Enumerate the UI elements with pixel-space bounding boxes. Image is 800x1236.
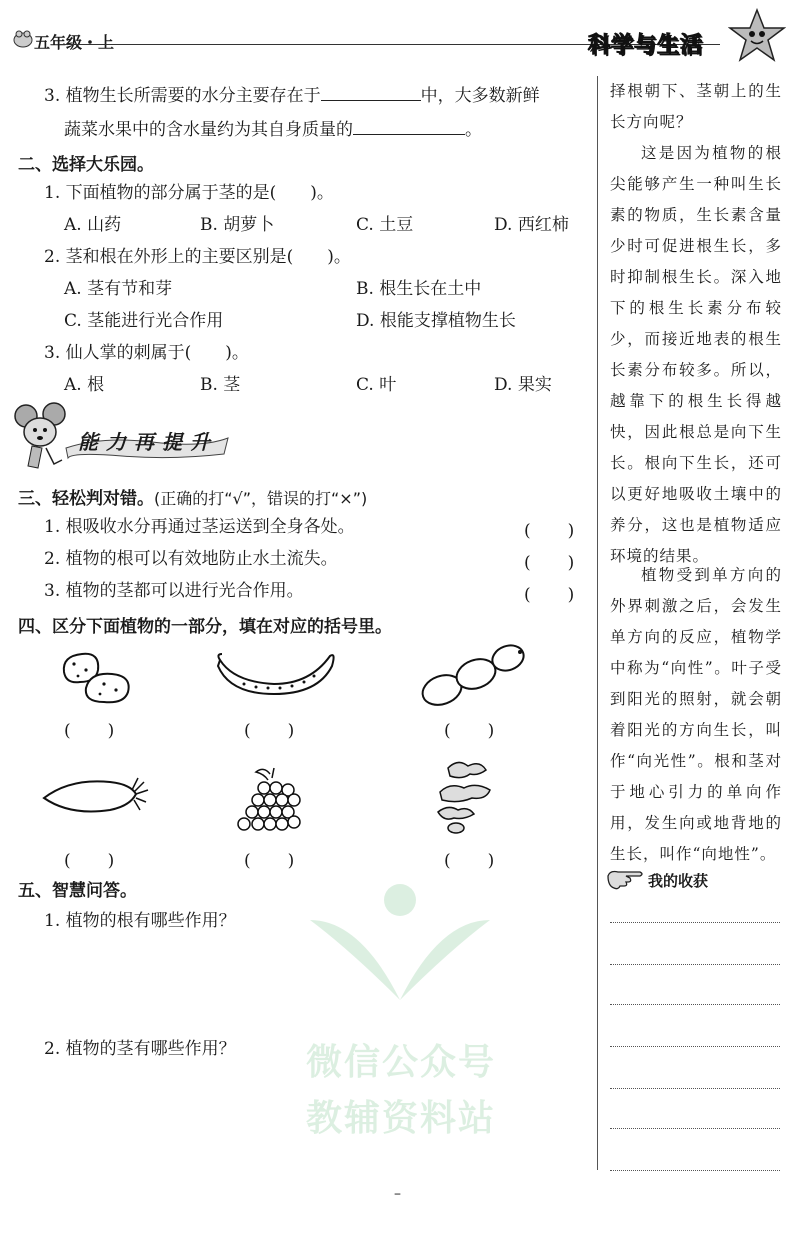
section3-title: 三、轻松判对错。 [18,489,154,509]
s5-q1: 1. 植物的根有哪些作用？ [44,911,236,931]
fill-q3-part-d: 。 [465,120,482,140]
s3-item-1: 1. 根吸收水分再通过茎运送到全身各处。 [44,517,355,537]
harvest-line-6[interactable] [610,1128,780,1129]
banner-text: 能力再提升 [78,430,218,454]
fill-question-3-line2 [64,116,482,141]
section3-title-row [18,484,367,509]
s2-q1-opt-b[interactable]: B. 胡萝卜 [200,215,275,235]
s2-q3-opt-a[interactable]: A. 根 [64,375,105,395]
s2-q1-opt-d[interactable]: D. 西红柿 [494,215,569,235]
s3-item-2: 2. 植物的根可以有效地防止水土流失。 [44,549,338,569]
fill-q3-part-b: 中，大多数新鲜 [420,86,540,106]
grapes-icon [234,766,310,838]
s2-q3-text: 3. 仙人掌的刺属于( )。 [44,343,249,363]
harvest-line-2[interactable] [610,964,780,965]
s2-q3-opt-c[interactable]: C. 叶 [356,375,397,395]
s2-q1-text: 1. 下面植物的部分属于茎的是( )。 [44,183,334,203]
cucumber-icon [214,648,338,698]
s4-answer-5[interactable]: ( ) [244,851,296,871]
potato-icon [56,648,136,706]
s4-answer-3[interactable]: ( ) [444,721,496,741]
ginger-icon [428,756,508,836]
harvest-line-3[interactable] [610,1004,780,1005]
s4-answer-1[interactable]: ( ) [64,721,116,741]
fill-q3-part-a: 3. 植物生长所需要的水分主要存在于 [44,86,321,106]
s2-q3-opt-d[interactable]: D. 果实 [494,375,552,395]
header-title-box [588,28,728,58]
s5-q2-answer-area[interactable] [44,1064,584,1164]
s3-item-3: 3. 植物的茎都可以进行光合作用。 [44,581,304,601]
s2-q2-opt-d[interactable]: D. 根能支撑植物生长 [356,311,516,331]
section3-note: (正确的打“√”，错误的打“×”) [154,489,368,508]
s3-item-1-answer[interactable]: ( ) [524,521,576,541]
header-star-mascot-icon [728,8,786,64]
fill-q3-part-c: 蔬菜水果中的含水量约为其自身质量的 [64,120,353,140]
harvest-line-1[interactable] [610,922,780,923]
header-mascot-left-icon [12,30,34,48]
sidebar-paragraph-2: 这是因为植物的根尖能够产生一种叫生长素的物质，生长素含量少时可促进根生长，多时抑制根生长。深入地下的根生长素分布较少，而接近地表的根生长素分布较多。所以，越靠下的根生长得越快，因此根总是向下生长。根向下生长，还可以更好地吸收土壤中的养分，这也是植物适应环境的结果。 [610,144,782,565]
fill-question-3 [44,82,540,107]
harvest-line-7[interactable] [610,1170,780,1171]
s5-q1-answer-area[interactable] [44,936,584,1026]
s3-item-2-answer[interactable]: ( ) [524,553,576,573]
s4-answer-6[interactable]: ( ) [444,851,496,871]
sidebar-paragraph-1: 择根朝下、茎朝上的生长方向呢？ [610,82,782,131]
watermark-line-1: 微信公众号 [306,1042,497,1083]
fill-q3-blank-1[interactable] [321,82,421,101]
harvest-line-4[interactable] [610,1046,780,1047]
s2-q2-opt-b[interactable]: B. 根生长在土中 [356,279,482,299]
fill-q3-blank-2[interactable] [353,116,465,135]
section4-title: 四、区分下面植物的一部分，填在对应的括号里。 [18,617,392,637]
sidebar-paragraph-3: 植物受到单方向的外界刺激之后，会发生单方向的反应，植物学中称为“向性”。叶子受到阳光的照射，就会朝着阳光的方向生长，叫作“向光性”。根和茎对于地心引力的单向作用，发生向或地背地的生长，叫作“向地性”。 [610,566,782,863]
section5-title: 五、智慧问答。 [18,881,137,901]
s2-q1-opt-c[interactable]: C. 土豆 [356,215,414,235]
s2-q2-opt-a[interactable]: A. 茎有节和芽 [64,279,173,299]
harvest-line-5[interactable] [610,1088,780,1089]
column-divider [597,76,598,1170]
watermark-line-2: 教辅资料站 [306,1098,497,1139]
s2-q2-text: 2. 茎和根在外形上的主要区别是( )。 [44,247,351,267]
sweet-potato-icon [40,770,150,822]
pointing-hand-icon [606,866,646,892]
section2-title: 二、选择大乐园。 [18,155,154,175]
s4-answer-2[interactable]: ( ) [244,721,296,741]
s2-q3-opt-b[interactable]: B. 茎 [200,375,241,395]
s3-item-3-answer[interactable]: ( ) [524,585,576,605]
page-number: – [394,1186,401,1202]
s2-q2-opt-c[interactable]: C. 茎能进行光合作用 [64,311,224,331]
lotus-root-icon [416,640,528,708]
header-grade: 五年级・上 [34,33,115,52]
s2-q1-opt-a[interactable]: A. 山药 [64,215,122,235]
header-title: 科学与生活 [588,33,704,58]
s4-answer-4[interactable]: ( ) [64,851,116,871]
s5-q2: 2. 植物的茎有哪些作用？ [44,1039,236,1059]
sidebar-harvest-title: 我的收获 [648,872,709,890]
